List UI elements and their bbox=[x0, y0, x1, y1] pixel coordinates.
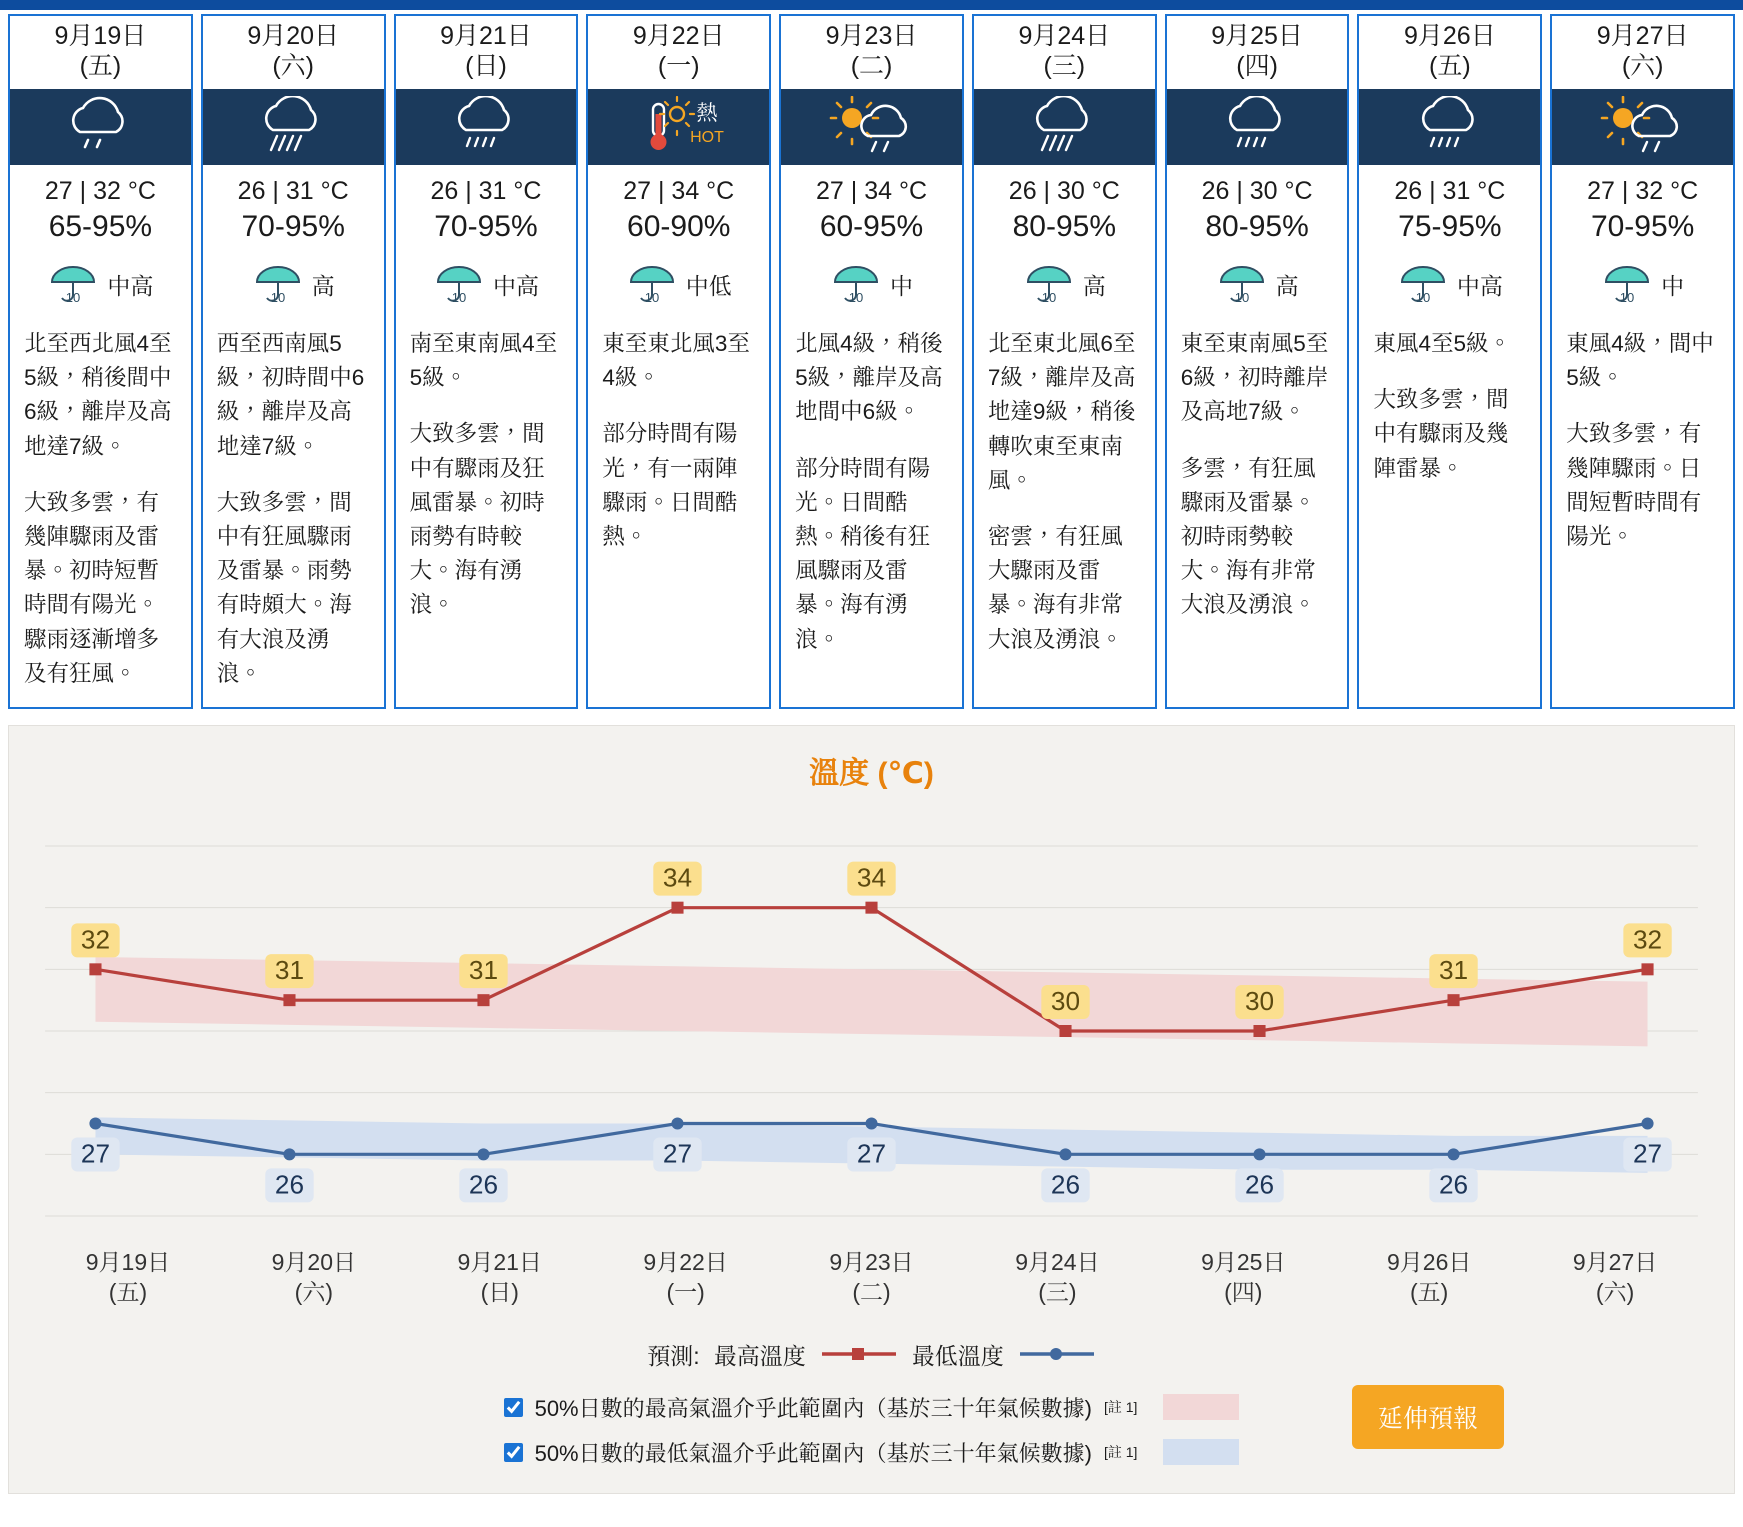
temperature-range: 27 | 34 °C bbox=[816, 177, 928, 205]
x-tick: 9月25日 (四) bbox=[1201, 1248, 1286, 1305]
umbrella-10-icon bbox=[1397, 256, 1449, 313]
nine-day-forecast-list bbox=[0, 10, 1743, 719]
day-card bbox=[972, 14, 1157, 709]
precipitation-probability bbox=[974, 250, 1155, 323]
svg-text:27: 27 bbox=[1632, 1138, 1663, 1169]
cloud-rain-icon bbox=[1211, 96, 1303, 158]
umbrella-10-icon bbox=[830, 256, 882, 313]
svg-text:10: 10 bbox=[848, 290, 864, 305]
wind-text: 北至西北風4至5級，稍後間中6級，離岸及高地達7級。 bbox=[24, 331, 172, 459]
legend-low-label: 最低溫度 bbox=[911, 1342, 1004, 1369]
svg-text:10: 10 bbox=[66, 290, 81, 305]
x-tick: 9月21日 (日) bbox=[457, 1248, 542, 1305]
legend-high-swatch bbox=[820, 1341, 898, 1368]
pop-label: 高 bbox=[311, 273, 335, 299]
cloud-heavy-rain-icon bbox=[1018, 96, 1110, 158]
humidity-range: 80-95% bbox=[1012, 210, 1116, 243]
svg-text:10: 10 bbox=[1415, 290, 1431, 305]
precipitation-probability bbox=[1167, 250, 1348, 323]
wind-text: 東風4至5級。 bbox=[1373, 331, 1511, 356]
sun-cloud-rain-icon bbox=[822, 96, 922, 158]
sky-text: 部分時間有陽光。日間酷熱。稍後有狂風驟雨及雷暴。海有湧浪。 bbox=[795, 455, 931, 652]
day-description bbox=[588, 323, 769, 707]
chart-x-axis bbox=[35, 1240, 1708, 1308]
day-description bbox=[1167, 323, 1348, 707]
precipitation-probability bbox=[781, 250, 962, 323]
svg-text:10: 10 bbox=[1041, 290, 1057, 305]
day-weekday-text: (六) bbox=[272, 51, 314, 80]
weather-icon-band bbox=[1359, 89, 1540, 165]
pop-label: 高 bbox=[1275, 273, 1299, 299]
x-tick: 9月26日 (五) bbox=[1386, 1248, 1472, 1305]
day-date-text: 9月21日 bbox=[440, 22, 532, 50]
hot-thermometer-icon bbox=[619, 96, 739, 158]
day-weekday-text: (六) bbox=[1621, 51, 1664, 80]
low-range-checkbox[interactable] bbox=[504, 1443, 523, 1462]
svg-text:10: 10 bbox=[270, 290, 285, 305]
x-tick: 9月19日 (五) bbox=[85, 1248, 171, 1305]
svg-text:27: 27 bbox=[856, 1138, 887, 1169]
svg-text:26: 26 bbox=[274, 1169, 305, 1200]
x-tick: 9月23日 (二) bbox=[829, 1248, 914, 1305]
day-date bbox=[1552, 16, 1733, 89]
precipitation-probability bbox=[1359, 250, 1540, 323]
wind-text: 北風4級，稍後5級，離岸及高地間中6級。 bbox=[795, 331, 943, 425]
x-tick: 9月22日 (一) bbox=[643, 1248, 728, 1305]
day-weekday-text: (二) bbox=[850, 51, 893, 80]
pop-label: 中高 bbox=[492, 273, 539, 299]
day-date-text: 9月25日 bbox=[1211, 22, 1303, 50]
weather-icon-band bbox=[396, 89, 577, 165]
svg-text:31: 31 bbox=[468, 955, 499, 986]
x-tick: 9月20日 (六) bbox=[271, 1248, 357, 1305]
humidity-range: 70-95% bbox=[1590, 210, 1695, 243]
weather-icon-band bbox=[588, 89, 769, 165]
temperature-range: 26 | 31 °C bbox=[1394, 177, 1506, 205]
day-date bbox=[974, 16, 1155, 89]
cloud-light-rain-icon bbox=[54, 96, 146, 158]
day-description bbox=[1359, 323, 1540, 707]
day-description bbox=[781, 323, 962, 707]
svg-text:34: 34 bbox=[856, 862, 887, 893]
high-range-label: 50%日數的最高氣溫介乎此範圍內（基於三十年氣候數據) bbox=[534, 1395, 1092, 1421]
day-card bbox=[1550, 14, 1735, 709]
day-weekday-text: (日) bbox=[465, 51, 507, 80]
weather-icon-band bbox=[1552, 89, 1733, 165]
day-weekday-text: (四) bbox=[1236, 51, 1278, 80]
top-bar bbox=[0, 0, 1743, 10]
day-description bbox=[974, 323, 1155, 707]
day-date bbox=[781, 16, 962, 89]
chart-svg bbox=[35, 816, 1708, 1236]
svg-text:34: 34 bbox=[662, 862, 693, 893]
day-weekday-text: (一) bbox=[657, 51, 700, 80]
pop-label: 中高 bbox=[1456, 273, 1503, 299]
high-range-checkbox[interactable] bbox=[504, 1398, 523, 1417]
svg-text:31: 31 bbox=[1438, 955, 1469, 986]
day-description bbox=[396, 323, 577, 707]
day-card bbox=[1357, 14, 1542, 709]
temperature-range: 26 | 31 °C bbox=[237, 177, 349, 205]
svg-text:10: 10 bbox=[451, 290, 467, 305]
humidity-range: 60-90% bbox=[627, 210, 731, 243]
temperature-range: 27 | 34 °C bbox=[623, 177, 735, 205]
extended-forecast-button[interactable]: 延伸預報 bbox=[1352, 1385, 1504, 1449]
sky-text: 大致多雲，間中有驟雨及幾陣雷暴。 bbox=[1373, 387, 1509, 481]
pop-label: 中高 bbox=[107, 273, 154, 299]
temperature-range: 27 | 32 °C bbox=[1587, 177, 1699, 205]
umbrella-10-icon bbox=[252, 256, 304, 313]
cloud-heavy-rain-icon bbox=[247, 96, 339, 158]
sky-text: 大致多雲，有幾陣驟雨及雷暴。初時短暫時間有陽光。驟雨逐漸增多及有狂風。 bbox=[24, 489, 160, 686]
day-card bbox=[8, 14, 193, 709]
weather-icon-band bbox=[781, 89, 962, 165]
cloud-rain-icon bbox=[1404, 96, 1496, 158]
day-description bbox=[1552, 323, 1733, 707]
precipitation-probability bbox=[588, 250, 769, 323]
day-date-text: 9月27日 bbox=[1596, 22, 1689, 50]
hot-icon-label-en: HOT bbox=[689, 129, 724, 146]
day-date bbox=[1359, 16, 1540, 89]
svg-text:26: 26 bbox=[1244, 1169, 1275, 1200]
precipitation-probability bbox=[396, 250, 577, 323]
svg-text:10: 10 bbox=[1619, 290, 1635, 305]
umbrella-10-icon bbox=[626, 256, 678, 313]
day-date-text: 9月23日 bbox=[825, 22, 918, 50]
wind-text: 南至東南風4至5級。 bbox=[409, 331, 558, 391]
day-weekday-text: (五) bbox=[79, 51, 122, 80]
temperature-chart-panel bbox=[8, 725, 1735, 1494]
day-date bbox=[10, 16, 191, 89]
day-card bbox=[586, 14, 771, 709]
svg-text:26: 26 bbox=[1050, 1169, 1081, 1200]
svg-text:32: 32 bbox=[80, 924, 111, 955]
legend-prefix: 預測: bbox=[647, 1342, 700, 1369]
humidity-range: 70-95% bbox=[241, 210, 345, 243]
pop-label: 中 bbox=[890, 273, 914, 299]
pop-label: 高 bbox=[1082, 273, 1106, 299]
day-date-text: 9月24日 bbox=[1018, 22, 1111, 50]
day-weekday-text: (三) bbox=[1043, 51, 1086, 80]
umbrella-10-icon bbox=[47, 256, 99, 313]
legend-high-label: 最高溫度 bbox=[713, 1342, 806, 1369]
high-range-note: [註 1] bbox=[1103, 1399, 1138, 1416]
weather-icon-band bbox=[974, 89, 1155, 165]
chart-options bbox=[9, 1371, 1734, 1475]
wind-text: 東至東北風3至4級。 bbox=[602, 331, 750, 391]
precipitation-probability bbox=[1552, 250, 1733, 323]
chart-legend bbox=[9, 1308, 1734, 1371]
x-tick: 9月27日 (六) bbox=[1572, 1248, 1658, 1305]
precipitation-probability bbox=[203, 250, 384, 323]
high-range-swatch bbox=[1163, 1394, 1239, 1420]
svg-text:30: 30 bbox=[1244, 985, 1275, 1016]
day-card bbox=[1165, 14, 1350, 709]
day-date-text: 9月20日 bbox=[247, 22, 340, 50]
temperature-range: 26 | 30 °C bbox=[1008, 177, 1120, 205]
svg-text:27: 27 bbox=[80, 1138, 111, 1169]
low-range-label: 50%日數的最低氣溫介乎此範圍內（基於三十年氣候數據) bbox=[534, 1440, 1092, 1466]
umbrella-10-icon bbox=[1216, 256, 1268, 313]
day-card bbox=[201, 14, 386, 709]
wind-text: 北至東北風6至7級，離岸及高地達9級，稍後轉吹東至東南風。 bbox=[987, 331, 1136, 493]
humidity-range: 70-95% bbox=[434, 210, 538, 243]
temperature-range: 26 | 31 °C bbox=[430, 177, 542, 205]
humidity-range: 80-95% bbox=[1205, 210, 1309, 243]
wind-text: 東至東南風5至6級，初時離岸及高地7級。 bbox=[1180, 331, 1329, 425]
legend-low-swatch bbox=[1018, 1341, 1096, 1368]
temperature-range: 27 | 32 °C bbox=[44, 177, 156, 205]
chart-title: 溫度 (℃) bbox=[809, 756, 934, 790]
sun-cloud-rain-icon bbox=[1593, 96, 1693, 158]
pop-label: 中 bbox=[1661, 273, 1685, 299]
day-weekday-text: (五) bbox=[1429, 51, 1471, 80]
sky-text: 多雲，有狂風驟雨及雷暴。初時雨勢較大。海有非常大浪及湧浪。 bbox=[1180, 455, 1316, 618]
sky-text: 密雲，有狂風大驟雨及雷暴。海有非常大浪及湧浪。 bbox=[987, 523, 1123, 652]
day-description bbox=[10, 323, 191, 707]
umbrella-10-icon bbox=[1023, 256, 1075, 313]
sky-text: 部分時間有陽光，有一兩陣驟雨。日間酷熱。 bbox=[602, 421, 738, 549]
wind-text: 西至西南風5級，初時間中6級，離岸及高地達7級。 bbox=[216, 331, 365, 459]
pop-label: 中低 bbox=[685, 273, 732, 299]
weather-icon-band bbox=[10, 89, 191, 165]
low-range-note: [註 1] bbox=[1103, 1444, 1138, 1461]
day-date bbox=[203, 16, 384, 89]
day-date bbox=[588, 16, 769, 89]
temperature-range: 26 | 30 °C bbox=[1201, 177, 1313, 205]
day-date-text: 9月26日 bbox=[1404, 22, 1496, 50]
svg-text:31: 31 bbox=[274, 955, 305, 986]
sky-text: 大致多雲，間中有驟雨及狂風雷暴。初時雨勢有時較大。海有湧浪。 bbox=[409, 421, 545, 618]
hot-icon-label-cn: 熱 bbox=[696, 102, 718, 125]
day-description bbox=[203, 323, 384, 707]
weather-icon-band bbox=[1167, 89, 1348, 165]
cloud-rain-icon bbox=[440, 96, 532, 158]
humidity-range: 65-95% bbox=[48, 210, 153, 243]
svg-text:27: 27 bbox=[662, 1138, 693, 1169]
day-date bbox=[396, 16, 577, 89]
day-date bbox=[1167, 16, 1348, 89]
precipitation-probability bbox=[10, 250, 191, 323]
sky-text: 大致多雲，有幾陣驟雨。日間短暫時間有陽光。 bbox=[1566, 421, 1702, 549]
low-range-swatch bbox=[1163, 1439, 1239, 1465]
sky-text: 大致多雲，間中有狂風驟雨及雷暴。雨勢有時頗大。海有大浪及湧浪。 bbox=[216, 489, 352, 686]
day-card bbox=[394, 14, 579, 709]
svg-text:26: 26 bbox=[468, 1169, 499, 1200]
weather-icon-band bbox=[203, 89, 384, 165]
umbrella-10-icon bbox=[433, 256, 485, 313]
wind-text: 東風4級，間中5級。 bbox=[1566, 331, 1714, 391]
day-card bbox=[779, 14, 964, 709]
svg-text:26: 26 bbox=[1438, 1169, 1469, 1200]
umbrella-10-icon bbox=[1601, 256, 1653, 313]
temperature-chart bbox=[35, 816, 1708, 1236]
svg-text:10: 10 bbox=[1234, 290, 1249, 305]
day-date-text: 9月22日 bbox=[632, 22, 725, 50]
svg-text:10: 10 bbox=[644, 290, 659, 305]
day-date-text: 9月19日 bbox=[54, 22, 147, 50]
svg-text:32: 32 bbox=[1632, 924, 1663, 955]
humidity-range: 60-95% bbox=[819, 210, 924, 243]
x-tick: 9月24日 (三) bbox=[1015, 1248, 1100, 1305]
svg-text:30: 30 bbox=[1050, 985, 1081, 1016]
humidity-range: 75-95% bbox=[1398, 210, 1502, 243]
